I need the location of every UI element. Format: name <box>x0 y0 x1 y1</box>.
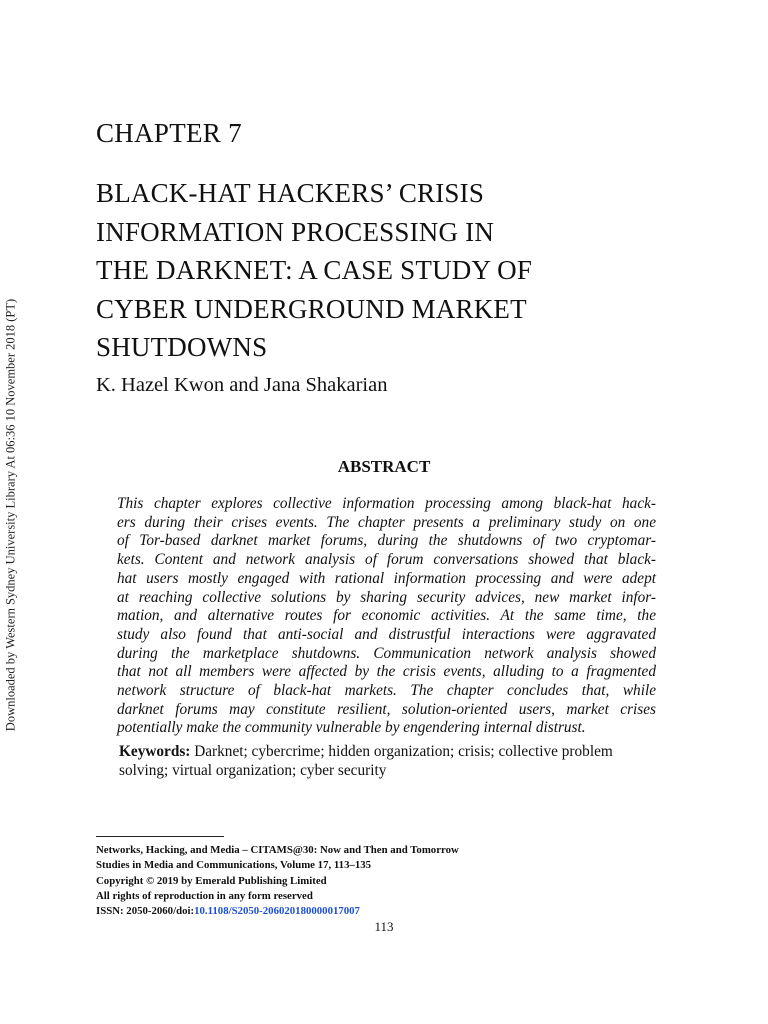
footnote-line: Studies in Media and Communications, Volume 17, 113–135 <box>96 859 372 872</box>
footnote-line: All rights of reproduction in any form reserved <box>96 889 313 902</box>
page-number: 113 <box>374 919 394 934</box>
abstract-heading <box>0 457 768 477</box>
footnote-line: Copyright © 2019 by Emerald Publishing Limited <box>96 874 327 887</box>
issn-text: ISSN: 2050-2060/doi: <box>96 905 195 918</box>
footnote-rule <box>96 836 224 837</box>
abstract-line: darknet forums may constitute resilient, solution-oriented users, market crises <box>117 700 656 718</box>
footnote-line: Networks, Hacking, and Media – CITAMS@30: Now and Then and Tomorrow <box>96 844 459 856</box>
title-line: CYBER UNDERGROUND MARKET <box>96 293 527 324</box>
abstract-line: ers during their crises events. The chapter presents a preliminary study on one <box>117 513 656 531</box>
authors: K. Hazel Kwon and Jana Shakarian <box>96 374 388 396</box>
title-line: THE DARKNET: A CASE STUDY OF <box>96 255 533 285</box>
abstract-body <box>117 495 656 738</box>
abstract-line: This chapter explores collective information processing among black-hat hack- <box>117 495 656 512</box>
footnote-line <box>96 904 459 919</box>
download-watermark-text: Downloaded by Western Sydney University Library At 06:36 10 November 2018 (PT) <box>3 298 18 732</box>
title-line: INFORMATION PROCESSING IN <box>96 216 495 247</box>
abstract-line: study also found that anti-social and distrustful interactions were aggravated <box>117 625 656 643</box>
abstract-line: kets. Content and network analysis of forum conversations showed that black- <box>117 551 656 569</box>
keywords-label: Keywords: <box>119 743 191 760</box>
abstract-line: that not all members were affected by the crisis events, alluding to a fragmented <box>117 663 656 681</box>
abstract-line: of Tor-based darknet market forums, during the shutdowns of two cryptomar- <box>117 532 656 550</box>
title-line: SHUTDOWNS <box>96 332 268 362</box>
abstract-line: during the marketplace shutdowns. Communication network analysis showed <box>117 644 656 662</box>
abstract-line: potentially make the community vulnerable by engendering internal distrust. <box>117 719 586 737</box>
title-line: BLACK-HAT HACKERS’ CRISIS <box>96 178 485 208</box>
abstract-heading-text: ABSTRACT <box>337 457 431 476</box>
keywords <box>119 743 659 780</box>
abstract-line: at reaching collective solutions by sharing security advices, new market infor- <box>117 588 656 606</box>
chapter-title <box>96 174 696 367</box>
keywords-text: Darknet; cybercrime; hidden organization; crisis; collective problem solving; virtual organization; cyber security <box>119 743 613 779</box>
abstract-line: hat users mostly engaged with rational information processing and were adept <box>117 569 656 587</box>
download-watermark <box>0 0 22 1024</box>
abstract-line: mation, and alternative routes for economic activities. At the same time, the <box>117 607 656 625</box>
chapter-label: CHAPTER 7 <box>96 118 242 148</box>
doi-link[interactable]: 10.1108/S2050-206020180000017007 <box>194 905 360 918</box>
abstract-line: network structure of black-hat markets. The chapter concludes that, while <box>117 682 656 700</box>
publication-footnote <box>96 843 459 919</box>
